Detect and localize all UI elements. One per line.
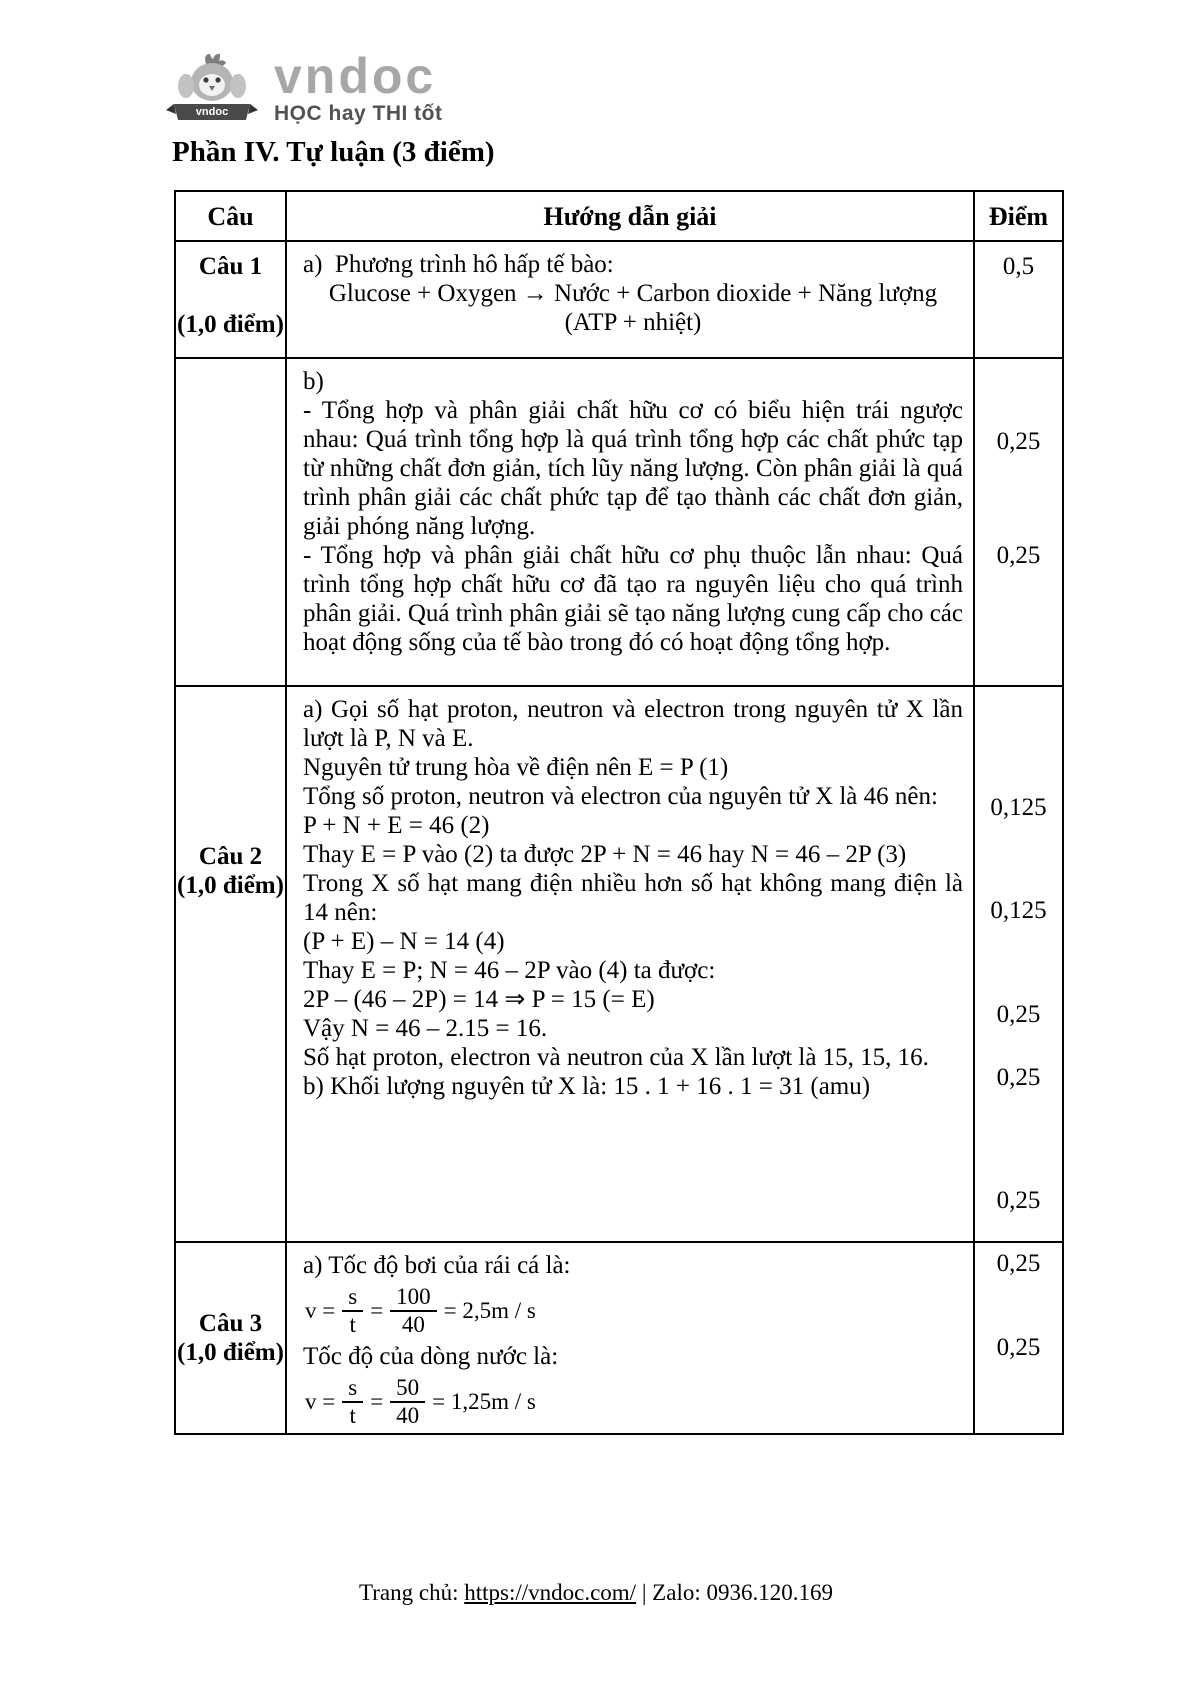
- formula-text: v =: [305, 1298, 336, 1323]
- solution-line: Thay E = P; N = 46 – 2P vào (4) ta được:: [303, 957, 716, 984]
- formula-text: v =: [305, 1389, 336, 1414]
- solution-line: Tổng số proton, neutron và electron của nguyên tử X là 46 nên:: [303, 783, 938, 810]
- solution-line: b): [303, 368, 324, 395]
- mascot-banner-label: vndoc: [195, 106, 229, 118]
- solution-line: a) Tốc độ bơi của rái cá là:: [303, 1252, 571, 1279]
- score-cell: [975, 242, 1062, 357]
- table-header-row: [176, 192, 1062, 240]
- solution-cell: [287, 1243, 975, 1433]
- solution-line: Thay E = P vào (2) ta được 2P + N = 46 hay N = 46 – 2P (3): [303, 841, 907, 868]
- fraction-denominator: t: [349, 1312, 356, 1337]
- footer-suffix: | Zalo: 0936.120.169: [636, 1580, 833, 1605]
- header-solution-column: Hướng dẫn giải: [287, 192, 975, 240]
- score-value: 0,25: [996, 1250, 1041, 1277]
- solution-line: a) Phương trình hô hấp tế bào:: [303, 251, 614, 278]
- solution-line: 2P – (46 – 2P) = 14 ⇒ P = 15 (= E): [303, 986, 655, 1013]
- fraction-denominator: t: [349, 1403, 356, 1428]
- fraction-numerator: 50: [390, 1375, 425, 1403]
- question-points-label: (1,0 điểm): [177, 872, 284, 899]
- question-label: Câu 3: [198, 1310, 263, 1337]
- vndoc-logo: [162, 48, 443, 126]
- solution-line: - Tổng hợp và phân giải chất hữu cơ phụ thuộc lẫn nhau: Quá trình tổng hợp chất hữu cơ đã tạo ra nguyên liệu cho quá trình phân giải. Quá trình phân giải sẽ tạo năng lượng cung cấp cho các hoạt động sống của tế bào trong đó có hoạt động tổng hợp.: [303, 542, 963, 656]
- formula-line: [305, 1284, 963, 1338]
- score-value: 0,125: [990, 794, 1047, 821]
- question-cell: [176, 242, 287, 357]
- fraction: [342, 1284, 363, 1338]
- solution-cell: [287, 359, 975, 685]
- logo-brand-text: vndoc: [274, 48, 437, 104]
- chicken-mascot-icon: [162, 52, 262, 124]
- score-value: 0,25: [996, 1187, 1041, 1214]
- formula-text: = 1,25m / s: [432, 1389, 536, 1414]
- score-cell: [975, 687, 1062, 1241]
- homepage-link[interactable]: https://vndoc.com/: [464, 1580, 637, 1605]
- question-cell: [176, 1243, 287, 1433]
- solution-line: P + N + E = 46 (2): [303, 812, 490, 839]
- question-label: Câu 2: [198, 843, 263, 870]
- page-footer: [0, 1580, 1192, 1606]
- question-cell: [176, 687, 287, 1241]
- fraction: [390, 1375, 425, 1429]
- answer-key-table: [174, 190, 1064, 1435]
- score-value: 0,25: [996, 428, 1041, 455]
- solution-line: Glucose + Oxygen → Nước + Carbon dioxide + Năng lượng (ATP + nhiệt): [328, 280, 938, 336]
- fraction: [390, 1284, 437, 1338]
- question-points-label: (1,0 điểm): [177, 311, 284, 338]
- score-cell: [975, 1243, 1062, 1433]
- header-question-column: Câu: [176, 192, 287, 240]
- score-cell: [975, 359, 1062, 685]
- fraction-numerator: s: [342, 1375, 363, 1403]
- fraction-denominator: 40: [401, 1312, 425, 1337]
- solution-cell: [287, 687, 975, 1241]
- score-value: 0,125: [990, 897, 1047, 924]
- section-title: Phần IV. Tự luận (3 điểm): [172, 136, 495, 168]
- table-row: [176, 1241, 1062, 1433]
- solution-cell: [287, 242, 975, 357]
- solution-line: Nguyên tử trung hòa về điện nên E = P (1): [303, 754, 729, 781]
- table-row: [176, 685, 1062, 1241]
- score-value: 0,25: [996, 1064, 1041, 1091]
- score-value: 0,25: [996, 1334, 1041, 1361]
- solution-line: (P + E) – N = 14 (4): [303, 928, 505, 955]
- question-label: Câu 1: [198, 253, 263, 280]
- logo-tagline-text: HỌC hay THI tốt: [274, 102, 443, 125]
- fraction-numerator: 100: [390, 1284, 437, 1312]
- fraction: [342, 1375, 363, 1429]
- formula-text: =: [370, 1298, 384, 1323]
- solution-line: Vậy N = 46 – 2.15 = 16.: [303, 1015, 548, 1042]
- score-value: 0,25: [996, 1001, 1041, 1028]
- solution-line: Số hạt proton, electron và neutron của X lần lượt là 15, 15, 16.: [303, 1044, 929, 1071]
- table-row: [176, 357, 1062, 685]
- header-score-column: Điểm: [988, 201, 1049, 231]
- solution-line: Tốc độ của dòng nước là:: [303, 1343, 559, 1370]
- fraction-numerator: s: [342, 1284, 363, 1312]
- table-row: [176, 240, 1062, 357]
- score-value: 0,25: [996, 542, 1041, 569]
- question-cell: [176, 359, 287, 685]
- solution-line: - Tổng hợp và phân giải chất hữu cơ có biểu hiện trái ngược nhau: Quá trình tổng hợp là quá trình tổng hợp các chất phức tạp từ những chất đơn giản, tích lũy năng lượng. Còn phân giải là quá trình phân giải các chất phức tạp để tạo thành các chất đơn giản, giải phóng năng lượng.: [303, 397, 963, 540]
- question-points-label: (1,0 điểm): [177, 1339, 284, 1366]
- formula-text: =: [370, 1389, 384, 1414]
- footer-prefix: Trang chủ:: [359, 1580, 465, 1605]
- solution-line: b) Khối lượng nguyên tử X là: 15 . 1 + 16 . 1 = 31 (amu): [303, 1073, 871, 1100]
- fraction-denominator: 40: [396, 1403, 420, 1428]
- score-value: 0,5: [1002, 253, 1035, 280]
- solution-line: a) Gọi số hạt proton, neutron và electron trong nguyên tử X lần lượt là P, N và E.: [303, 696, 963, 752]
- solution-line: Trong X số hạt mang điện nhiều hơn số hạt không mang điện là 14 nên:: [303, 870, 963, 926]
- formula-line: [305, 1375, 963, 1429]
- formula-text: = 2,5m / s: [443, 1298, 536, 1323]
